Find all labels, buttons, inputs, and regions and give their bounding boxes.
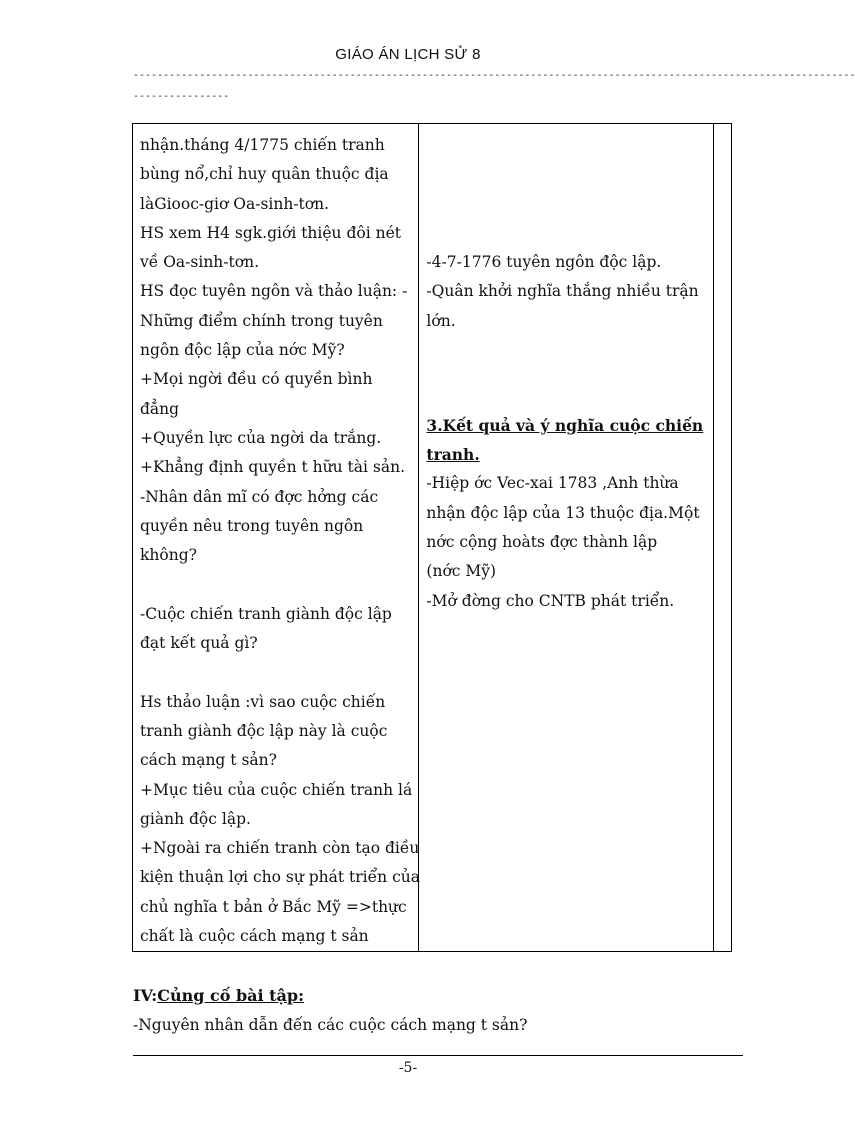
text-line: kiện thuận lợi cho sự phát triển của: [140, 868, 420, 887]
page-number: -5-: [398, 1060, 418, 1076]
result-heading-line1: 3.Kết quả và ý nghĩa cuộc chiến: [426, 415, 704, 435]
text-line: -Mở đờng cho CNTB phát triển.: [426, 591, 675, 610]
text-line: +Ngoài ra chiến tranh còn tạo điều: [140, 839, 420, 858]
text-line: HS xem H4 sgk.giới thiệu đôi nét: [140, 223, 401, 242]
text-line: không?: [140, 546, 197, 565]
text-line: +Mọi ngời đều có quyền bình: [140, 370, 373, 389]
text-line: nhận.tháng 4/1775 chiến tranh: [140, 136, 385, 154]
text-line: chủ nghĩa t bản ở Bắc Mỹ =>thực: [140, 897, 407, 916]
text-line: -Hiệp ớc Vec-xai 1783 ,Anh thừa: [426, 474, 679, 493]
text-line: [140, 570, 412, 599]
text-line: nớc cộng hoàts đợc thành lập: [426, 533, 658, 552]
section-title: Củng cố bài tập:: [157, 986, 304, 1005]
text-line: về Oa-sinh-tơn.: [140, 253, 259, 272]
section-number: IV:: [133, 986, 158, 1005]
text-line: -4-7-1776 tuyên ngôn độc lập.: [426, 253, 662, 271]
result-heading: [419, 411, 712, 470]
text-line: Những điểm chính trong tuyên: [140, 311, 383, 330]
text-line: -Quân khởi nghĩa thắng nhiều trận: [426, 282, 699, 301]
header-divider: ------------------------------------------------------------------------------------------------------------------------: [133, 70, 855, 81]
text-line: bùng nổ,chỉ huy quân thuộc địa: [140, 165, 389, 184]
text-line: +Khẳng định quyền t hữu tài sản.: [140, 458, 405, 477]
notes-column: [713, 124, 731, 952]
text-line: tranh giành độc lập này là cuộc: [140, 721, 388, 740]
page-header-title: GIÁO ÁN LỊCH SỬ 8: [335, 46, 481, 63]
lesson-table: [132, 123, 732, 952]
text-line: đẳng: [140, 399, 180, 418]
content-column: [419, 124, 713, 952]
text-line: quyền nêu trong tuyên ngôn: [140, 516, 364, 535]
text-line: (nớc Mỹ): [426, 562, 497, 581]
activities-column: [133, 124, 419, 952]
text-line: nhận độc lập của 13 thuộc địa.Một: [426, 503, 700, 522]
content-text-top: [419, 248, 712, 336]
text-line: [140, 658, 412, 687]
content-text-bottom: [419, 469, 712, 615]
footer-divider: [133, 1055, 743, 1056]
activities-text: [133, 124, 418, 951]
header-divider-continuation: ----------------: [133, 91, 230, 102]
text-line: làGiooc-giơ Oa-sinh-tơn.: [140, 194, 330, 213]
text-line: +Quyền lực của ngời da trắng.: [140, 428, 382, 447]
text-line: đạt kết quả gì?: [140, 634, 258, 653]
text-line: +Mục tiêu của cuộc chiến tranh lá: [140, 780, 413, 799]
text-line: HS đọc tuyên ngôn và thảo luận: -: [140, 282, 408, 301]
text-line: lớn.: [426, 311, 456, 330]
text-line: -Cuộc chiến tranh giành độc lập: [140, 604, 392, 623]
text-line: cách mạng t sản?: [140, 751, 277, 770]
text-line: giành độc lập.: [140, 809, 251, 828]
text-line: ngôn độc lập của nớc Mỹ?: [140, 341, 345, 360]
review-question: -Nguyên nhân dẫn đến các cuộc cách mạng t sản?: [133, 1016, 528, 1034]
section-heading: [133, 986, 304, 1005]
text-line: Hs thảo luận :vì sao cuộc chiến: [140, 692, 386, 711]
result-heading-line2: tranh.: [426, 445, 480, 465]
text-line: -Nhân dân mĩ có đợc hởng các: [140, 487, 379, 506]
text-line: chất là cuộc cách mạng t sản: [140, 927, 369, 946]
